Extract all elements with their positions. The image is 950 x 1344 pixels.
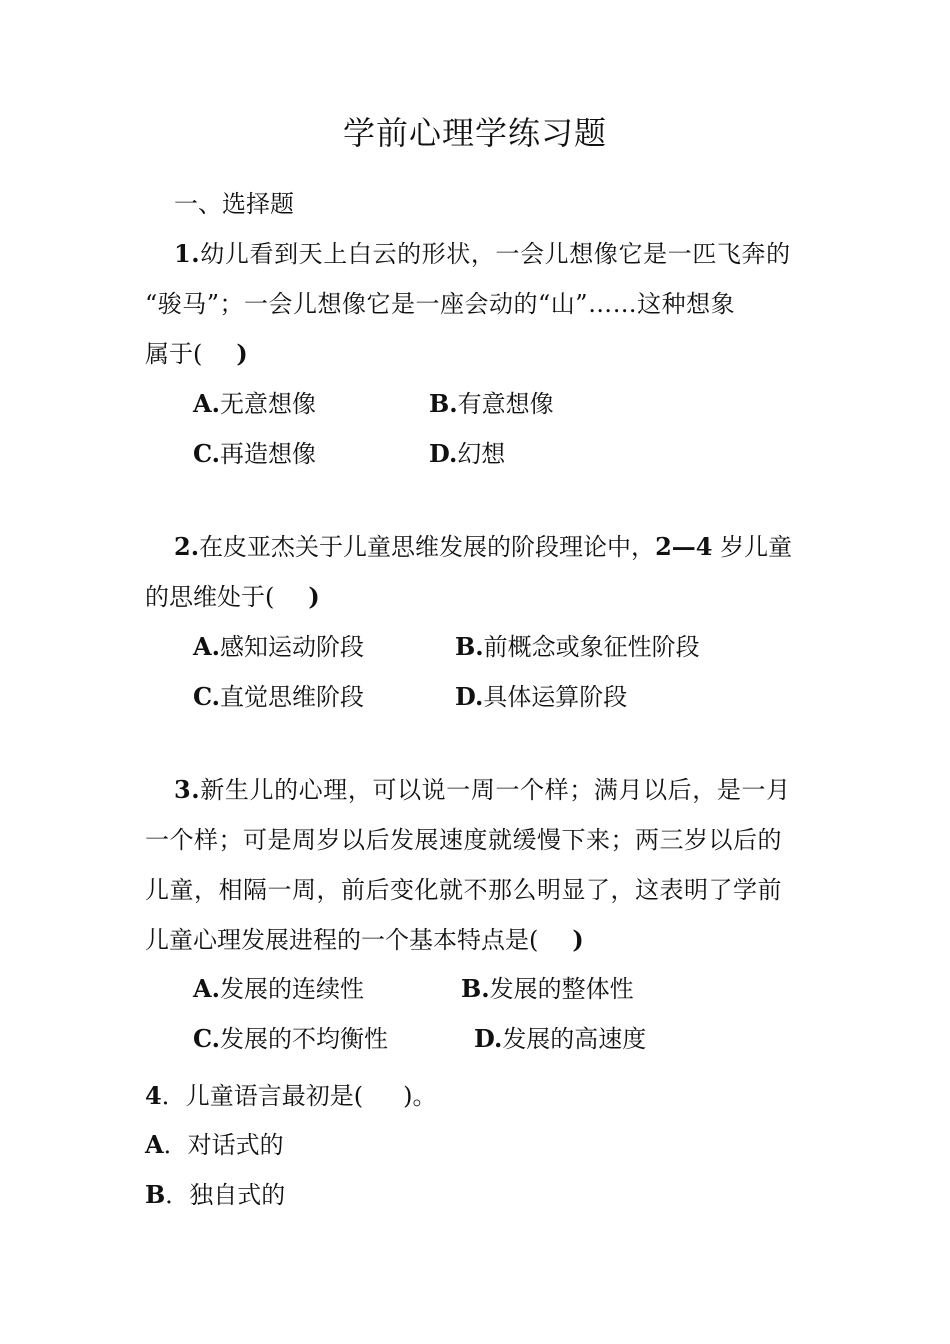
question-2-number: 2. — [174, 532, 200, 561]
question-1-option-c[interactable]: C.再造想像 — [193, 439, 317, 468]
question-1-line-3: 属于( ) — [145, 339, 248, 368]
question-4-number: 4 — [145, 1081, 162, 1110]
question-4-option-b[interactable]: B．独自式的 — [145, 1180, 286, 1209]
question-2-option-a[interactable]: A.感知运动阶段 — [193, 632, 364, 661]
question-1-option-d[interactable]: D.幻想 — [429, 439, 506, 468]
question-1-option-a[interactable]: A.无意想像 — [193, 389, 316, 418]
question-4-option-a[interactable]: A．对话式的 — [145, 1130, 284, 1159]
question-3-number: 3. — [174, 775, 201, 804]
question-3-option-c[interactable]: C.发展的不均衡性 — [193, 1024, 389, 1053]
document-title: 学前心理学练习题 — [342, 114, 607, 152]
question-1-text: 幼儿看到天上白云的形状，一会儿想像它是一匹飞奔的 — [200, 240, 791, 268]
question-1-number: 1. — [174, 239, 201, 268]
section-heading: 一、选择题 — [174, 190, 294, 218]
question-3-line-4: 儿童心理发展进程的一个基本特点是( ) — [145, 925, 584, 954]
question-3-line-3: 儿童，相隔一周，前后变化就不那么明显了，这表明了学前 — [145, 876, 782, 904]
question-2-option-d[interactable]: D.具体运算阶段 — [455, 682, 628, 711]
question-2-line-2: 的思维处于( ) — [145, 582, 320, 611]
question-1-line-1 — [174, 239, 791, 269]
question-3-option-b[interactable]: B.发展的整体性 — [461, 974, 634, 1003]
question-2-line-1: 2.在皮亚杰关于儿童思维发展的阶段理论中，2—4 岁儿童 — [174, 532, 793, 561]
question-2-option-b[interactable]: B.前概念或象征性阶段 — [455, 632, 700, 661]
question-2-option-c[interactable]: C.直觉思维阶段 — [193, 682, 365, 711]
question-4-stem: 4．儿童语言最初是( )。 — [145, 1081, 437, 1110]
question-1-line-2: “骏马”；一会儿想像它是一座会动的“山”……这种想象 — [145, 290, 736, 318]
question-3-line-1: 3.新生儿的心理，可以说一周一个样；满月以后，是一月 — [174, 775, 791, 804]
question-3-option-a[interactable]: A.发展的连续性 — [193, 974, 364, 1003]
question-1-option-b[interactable]: B.有意想像 — [429, 389, 554, 418]
question-3-option-d[interactable]: D.发展的高速度 — [474, 1024, 647, 1053]
question-3-line-2: 一个样；可是周岁以后发展速度就缓慢下来；两三岁以后的 — [145, 826, 782, 854]
